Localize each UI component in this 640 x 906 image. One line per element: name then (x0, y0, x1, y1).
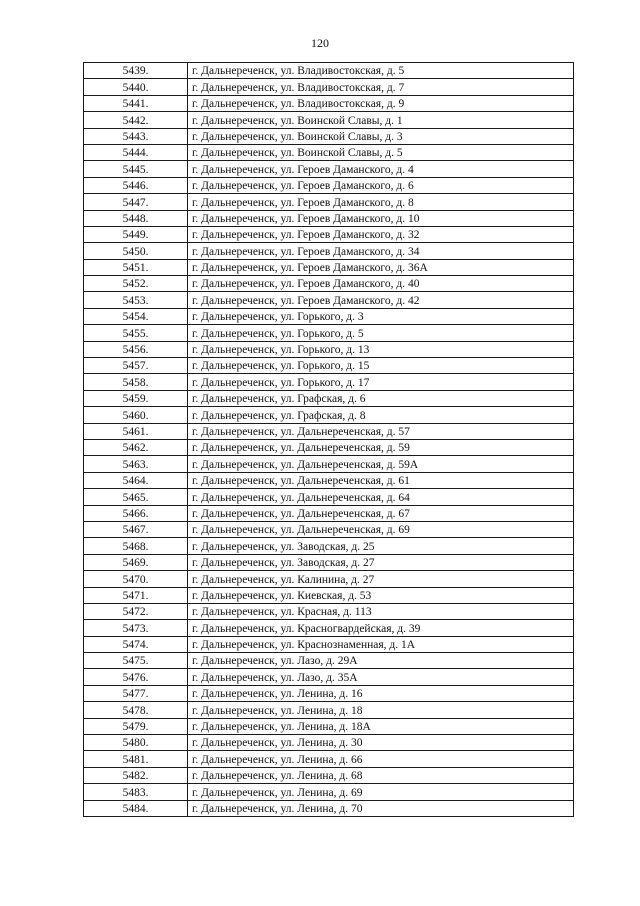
table-row (84, 456, 574, 472)
table-row (84, 423, 574, 439)
address-cell: г. Дальнереченск, ул. Заводская, д. 27 (188, 554, 574, 570)
address-cell: г. Дальнереченск, ул. Героев Даманского, д. 8 (188, 194, 574, 210)
table-row (84, 243, 574, 259)
address-cell: г. Дальнереченск, ул. Горького, д. 15 (188, 358, 574, 374)
address-cell: г. Дальнереченск, ул. Краснознаменная, д. 1А (188, 636, 574, 652)
address-cell: г. Дальнереченск, ул. Горького, д. 5 (188, 325, 574, 341)
table-row (84, 177, 574, 193)
address-cell: г. Дальнереченск, ул. Дальнереченская, д. 61 (188, 472, 574, 488)
address-cell: г. Дальнереченск, ул. Воинской Славы, д. 3 (188, 128, 574, 144)
address-cell: г. Дальнереченск, ул. Калинина, д. 27 (188, 571, 574, 587)
address-cell: г. Дальнереченск, ул. Ленина, д. 70 (188, 800, 574, 816)
table-row (84, 800, 574, 816)
row-number-cell: 5440. (84, 79, 188, 95)
address-cell: г. Дальнереченск, ул. Героев Даманского, д. 32 (188, 226, 574, 242)
address-cell: г. Дальнереченск, ул. Дальнереченская, д. 67 (188, 505, 574, 521)
address-cell: г. Дальнереченск, ул. Героев Даманского, д. 36А (188, 259, 574, 275)
table-row (84, 292, 574, 308)
address-cell: г. Дальнереченск, ул. Владивостокская, д. 7 (188, 79, 574, 95)
row-number-cell: 5482. (84, 767, 188, 783)
row-number-cell: 5474. (84, 636, 188, 652)
address-cell: г. Дальнереченск, ул. Графская, д. 8 (188, 407, 574, 423)
row-number-cell: 5446. (84, 177, 188, 193)
table-row (84, 390, 574, 406)
table-row (84, 587, 574, 603)
row-number-cell: 5465. (84, 489, 188, 505)
address-cell: г. Дальнереченск, ул. Дальнереченская, д. 69 (188, 521, 574, 537)
row-number-cell: 5454. (84, 308, 188, 324)
row-number-cell: 5466. (84, 505, 188, 521)
table-row (84, 95, 574, 111)
table-row (84, 325, 574, 341)
address-cell: г. Дальнереченск, ул. Красная, д. 113 (188, 603, 574, 619)
address-cell: г. Дальнереченск, ул. Дальнереченская, д. 57 (188, 423, 574, 439)
row-number-cell: 5447. (84, 194, 188, 210)
row-number-cell: 5441. (84, 95, 188, 111)
row-number-cell: 5479. (84, 718, 188, 734)
address-cell: г. Дальнереченск, ул. Ленина, д. 68 (188, 767, 574, 783)
table-row (84, 276, 574, 292)
row-number-cell: 5477. (84, 685, 188, 701)
address-cell: г. Дальнереченск, ул. Горького, д. 3 (188, 308, 574, 324)
address-cell: г. Дальнереченск, ул. Ленина, д. 30 (188, 735, 574, 751)
address-table-body (84, 63, 574, 817)
row-number-cell: 5463. (84, 456, 188, 472)
address-cell: г. Дальнереченск, ул. Героев Даманского, д. 34 (188, 243, 574, 259)
row-number-cell: 5472. (84, 603, 188, 619)
table-row (84, 718, 574, 734)
address-cell: г. Дальнереченск, ул. Ленина, д. 16 (188, 685, 574, 701)
table-row (84, 554, 574, 570)
address-cell: г. Дальнереченск, ул. Владивостокская, д. 9 (188, 95, 574, 111)
row-number-cell: 5471. (84, 587, 188, 603)
row-number-cell: 5462. (84, 439, 188, 455)
address-cell: г. Дальнереченск, ул. Героев Даманского, д. 40 (188, 276, 574, 292)
address-cell: г. Дальнереченск, ул. Лазо, д. 29А (188, 653, 574, 669)
address-cell: г. Дальнереченск, ул. Ленина, д. 18 (188, 702, 574, 718)
row-number-cell: 5450. (84, 243, 188, 259)
address-cell: г. Дальнереченск, ул. Воинской Славы, д. 1 (188, 112, 574, 128)
table-row (84, 112, 574, 128)
row-number-cell: 5445. (84, 161, 188, 177)
page-number: 120 (311, 36, 329, 50)
address-cell: г. Дальнереченск, ул. Ленина, д. 69 (188, 784, 574, 800)
table-row (84, 210, 574, 226)
table-row (84, 374, 574, 390)
table-row (84, 341, 574, 357)
table-row (84, 439, 574, 455)
address-cell: г. Дальнереченск, ул. Красногвардейская, д. 39 (188, 620, 574, 636)
address-cell: г. Дальнереченск, ул. Героев Даманского, д. 6 (188, 177, 574, 193)
row-number-cell: 5461. (84, 423, 188, 439)
row-number-cell: 5467. (84, 521, 188, 537)
row-number-cell: 5458. (84, 374, 188, 390)
row-number-cell: 5480. (84, 735, 188, 751)
table-row (84, 259, 574, 275)
row-number-cell: 5484. (84, 800, 188, 816)
table-row (84, 620, 574, 636)
address-cell: г. Дальнереченск, ул. Героев Даманского, д. 42 (188, 292, 574, 308)
row-number-cell: 5449. (84, 226, 188, 242)
address-table (83, 62, 574, 817)
table-row (84, 538, 574, 554)
table-row (84, 767, 574, 783)
table-row (84, 161, 574, 177)
row-number-cell: 5453. (84, 292, 188, 308)
table-row (84, 308, 574, 324)
row-number-cell: 5478. (84, 702, 188, 718)
table-row (84, 144, 574, 160)
address-cell: г. Дальнереченск, ул. Ленина, д. 18А (188, 718, 574, 734)
address-cell: г. Дальнереченск, ул. Владивостокская, д. 5 (188, 63, 574, 79)
table-row (84, 603, 574, 619)
row-number-cell: 5452. (84, 276, 188, 292)
table-row (84, 571, 574, 587)
address-cell: г. Дальнереченск, ул. Горького, д. 17 (188, 374, 574, 390)
table-row (84, 521, 574, 537)
address-cell: г. Дальнереченск, ул. Героев Даманского, д. 4 (188, 161, 574, 177)
address-cell: г. Дальнереченск, ул. Дальнереченская, д. 59 (188, 439, 574, 455)
address-cell: г. Дальнереченск, ул. Дальнереченская, д. 59А (188, 456, 574, 472)
table-row (84, 472, 574, 488)
table-row (84, 735, 574, 751)
row-number-cell: 5476. (84, 669, 188, 685)
table-row (84, 702, 574, 718)
row-number-cell: 5443. (84, 128, 188, 144)
table-row (84, 358, 574, 374)
table-row (84, 685, 574, 701)
table-row (84, 79, 574, 95)
table-row (84, 784, 574, 800)
table-row (84, 653, 574, 669)
row-number-cell: 5455. (84, 325, 188, 341)
address-cell: г. Дальнереченск, ул. Воинской Славы, д. 5 (188, 144, 574, 160)
row-number-cell: 5483. (84, 784, 188, 800)
row-number-cell: 5481. (84, 751, 188, 767)
table-row (84, 751, 574, 767)
row-number-cell: 5451. (84, 259, 188, 275)
address-cell: г. Дальнереченск, ул. Ленина, д. 66 (188, 751, 574, 767)
table-row (84, 505, 574, 521)
address-cell: г. Дальнереченск, ул. Графская, д. 6 (188, 390, 574, 406)
address-cell: г. Дальнереченск, ул. Героев Даманского, д. 10 (188, 210, 574, 226)
row-number-cell: 5459. (84, 390, 188, 406)
table-row (84, 669, 574, 685)
row-number-cell: 5469. (84, 554, 188, 570)
row-number-cell: 5473. (84, 620, 188, 636)
row-number-cell: 5457. (84, 358, 188, 374)
row-number-cell: 5439. (84, 63, 188, 79)
address-cell: г. Дальнереченск, ул. Киевская, д. 53 (188, 587, 574, 603)
table-row (84, 226, 574, 242)
row-number-cell: 5448. (84, 210, 188, 226)
table-row (84, 636, 574, 652)
address-cell: г. Дальнереченск, ул. Лазо, д. 35А (188, 669, 574, 685)
table-row (84, 128, 574, 144)
row-number-cell: 5444. (84, 144, 188, 160)
address-cell: г. Дальнереченск, ул. Горького, д. 13 (188, 341, 574, 357)
row-number-cell: 5442. (84, 112, 188, 128)
row-number-cell: 5468. (84, 538, 188, 554)
table-row (84, 489, 574, 505)
row-number-cell: 5475. (84, 653, 188, 669)
row-number-cell: 5460. (84, 407, 188, 423)
row-number-cell: 5464. (84, 472, 188, 488)
table-row (84, 407, 574, 423)
address-cell: г. Дальнереченск, ул. Заводская, д. 25 (188, 538, 574, 554)
table-row (84, 63, 574, 79)
row-number-cell: 5470. (84, 571, 188, 587)
address-cell: г. Дальнереченск, ул. Дальнереченская, д. 64 (188, 489, 574, 505)
table-row (84, 194, 574, 210)
row-number-cell: 5456. (84, 341, 188, 357)
